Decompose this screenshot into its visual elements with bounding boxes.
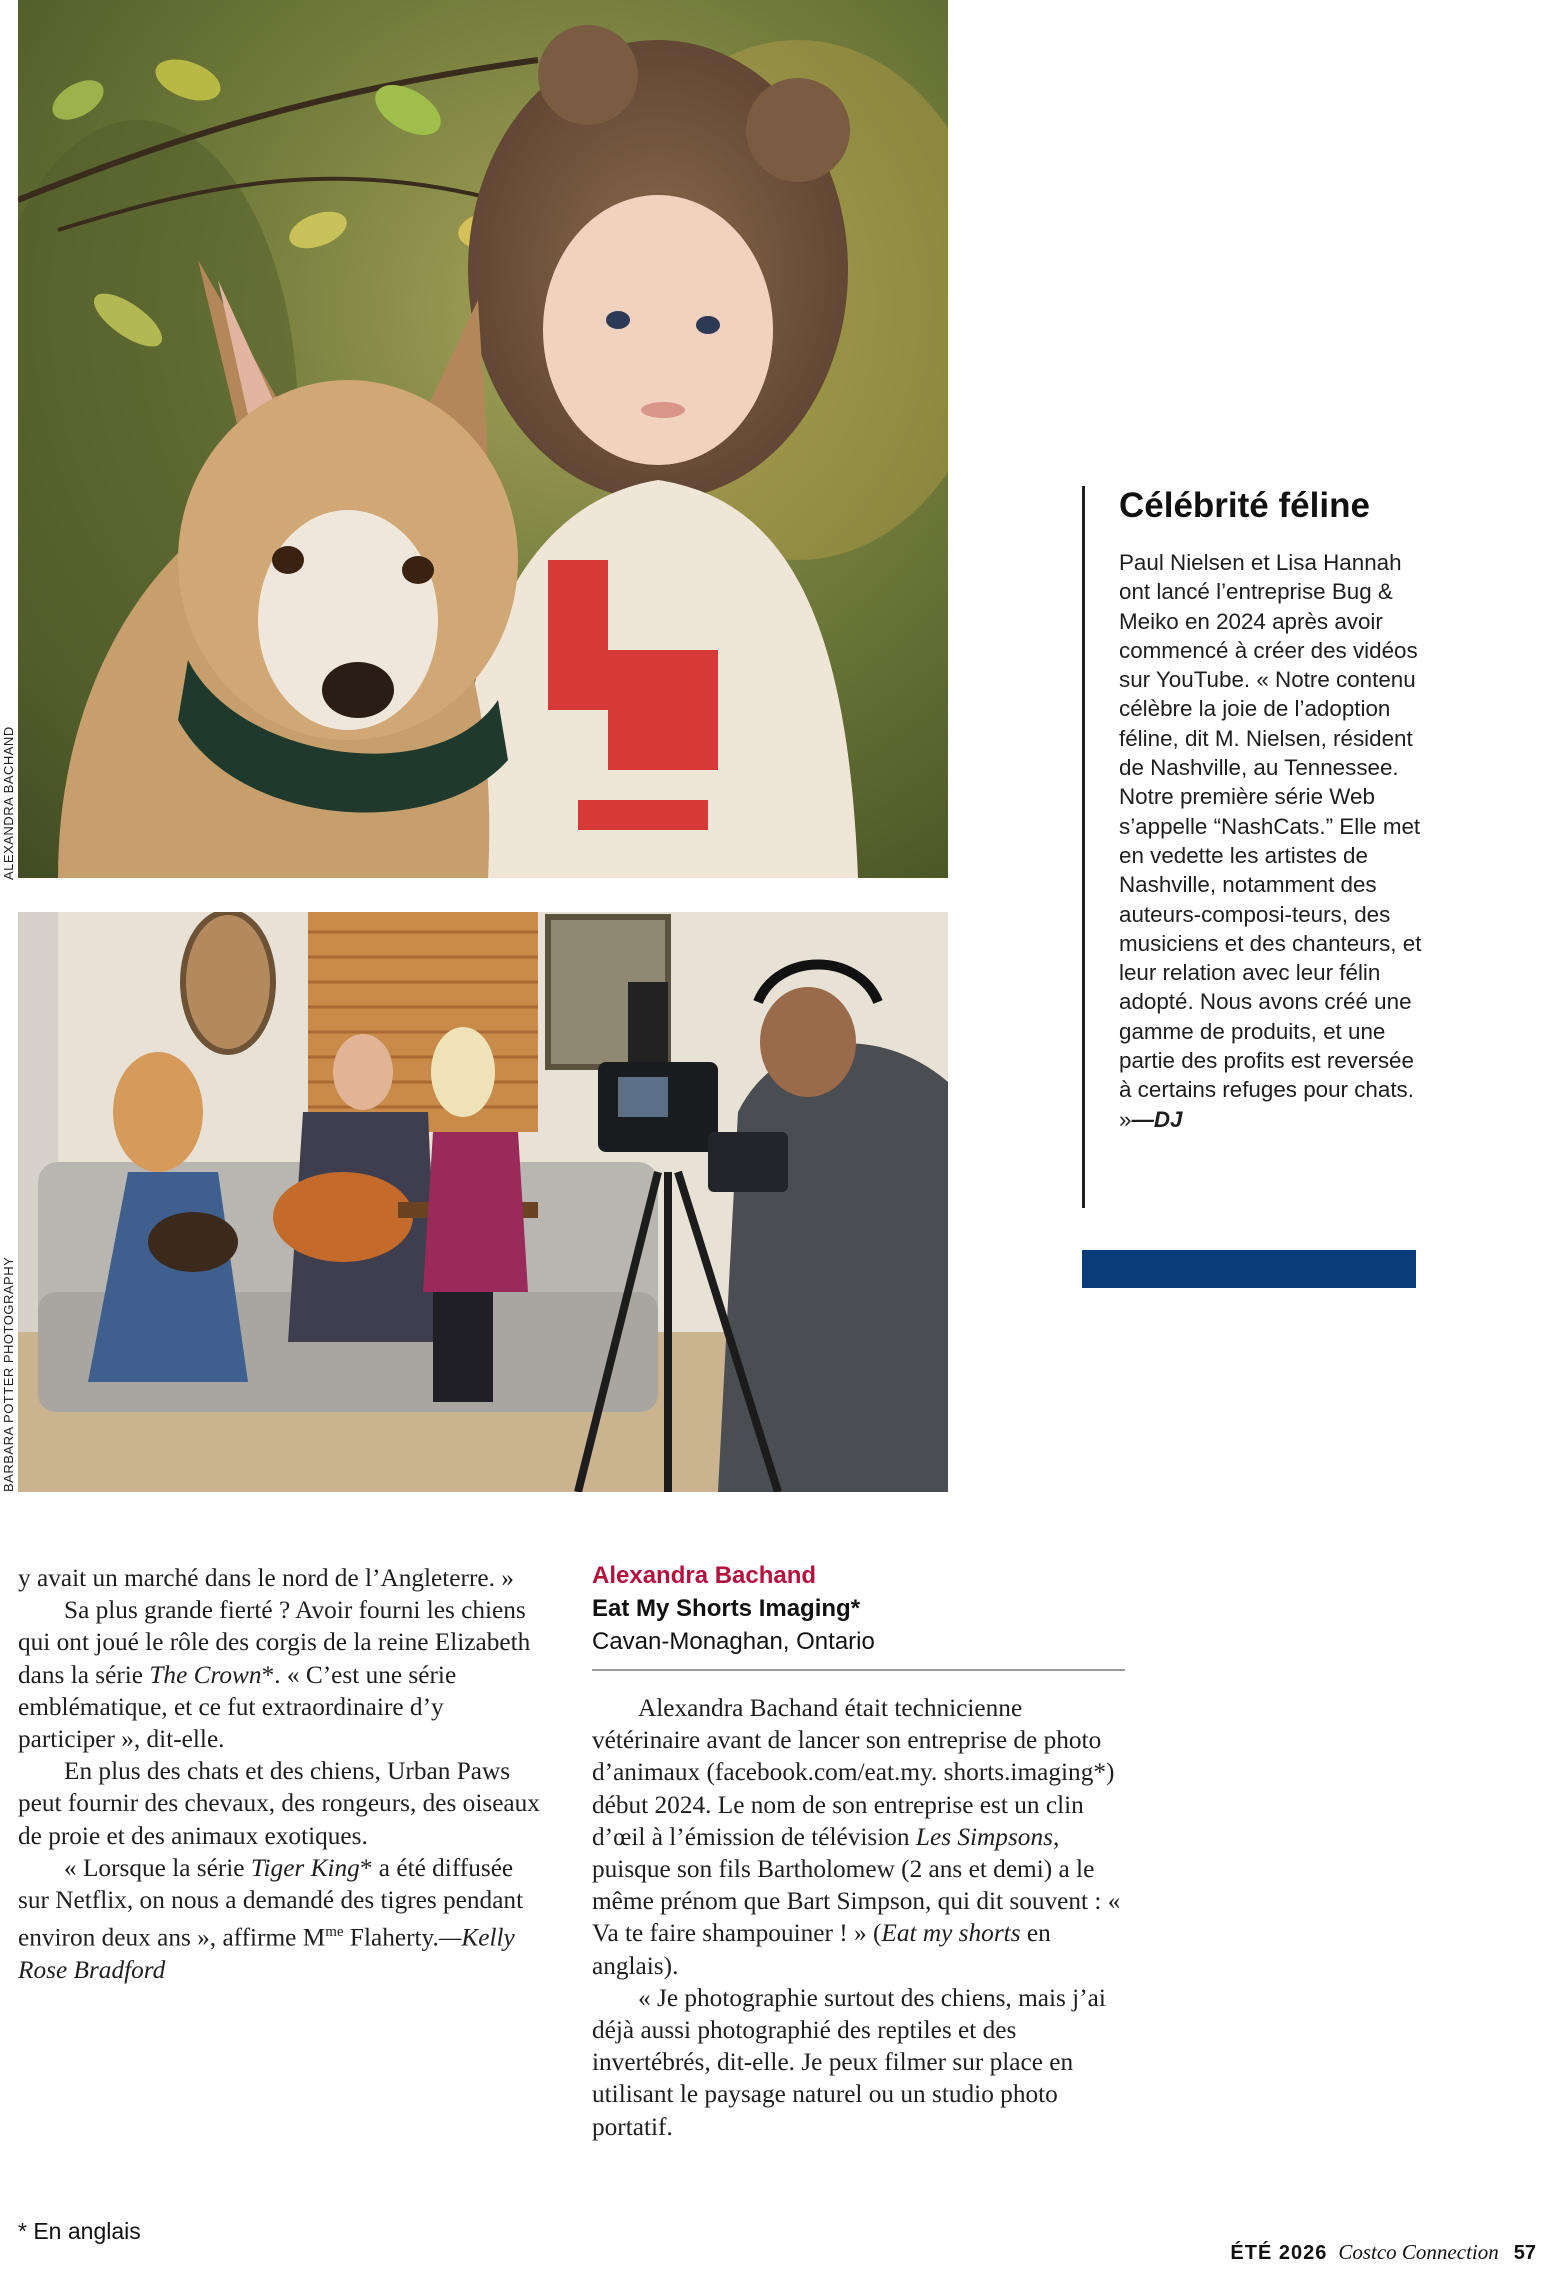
right-column	[592, 1692, 1128, 2143]
right-p1-text-b: , puisque son fils Bartholomew (2 ans et demi) a le même prénom que Bart Simpson, qui dit souvent : « Va te faire shampouiner ! » (	[592, 1822, 1121, 1948]
left-p4-signature: —Kelly Rose Bradford	[18, 1923, 515, 1984]
left-p4-title: Tiger King	[250, 1853, 360, 1882]
right-p1-italic: Eat my shorts	[881, 1919, 1021, 1948]
left-p2-text-a: Sa plus grande fierté ? Avoir fourni les chiens qui ont joué le rôle des corgis de la reine Elizabeth dans la série	[18, 1596, 531, 1689]
left-paragraph-2	[18, 1594, 543, 1755]
left-p4-text-b: * a été diffusée sur Netflix, on nous a demandé des tigres pendant environ deux ans », affirme M	[18, 1853, 524, 1952]
left-p4-superscript: me	[325, 1924, 344, 1941]
left-p4-text-c: Flaherty.	[343, 1923, 439, 1952]
footnote: * En anglais	[18, 2218, 141, 2244]
left-p2-text-b: *. « C’est une série emblématique, et ce fut extraordinaire d’y participer », dit-elle.	[18, 1660, 457, 1754]
page-number: 57	[1513, 2242, 1536, 2264]
sidebar-box	[1082, 486, 1422, 1208]
right-paragraph-1	[592, 1692, 1128, 1982]
left-p4-text-a: « Lorsque la série	[64, 1853, 251, 1882]
sidebar-title: Célébrité féline	[1119, 486, 1370, 525]
right-p1-text-c: en anglais).	[592, 1919, 1051, 1980]
left-paragraph-3: En plus des chats et des chiens, Urban Paws peut fournir des chevaux, des rongeurs, des oiseaux de proie et des animaux exotiques.	[18, 1757, 540, 1850]
page-folio	[1230, 2240, 1536, 2265]
dog-and-child-photo	[18, 0, 948, 878]
left-column	[18, 1562, 543, 1986]
photo-credit-top: ALEXANDRA BACHAND	[1, 726, 16, 880]
profile-name: Alexandra Bachand	[592, 1562, 817, 1589]
profile-company: Eat My Shorts Imaging*	[592, 1595, 861, 1622]
profile-location: Cavan-Monaghan, Ontario	[592, 1628, 875, 1655]
folio-magazine: Costco Connection	[1338, 2240, 1499, 2264]
profile-divider	[592, 1669, 1125, 1671]
left-p2-title: The Crown	[149, 1660, 262, 1689]
sidebar-signature: —DJ	[1131, 1106, 1183, 1132]
sidebar-body	[1119, 548, 1422, 1134]
left-paragraph-4	[18, 1852, 543, 1986]
right-p1-text-a: Alexandra Bachand était technicienne vétérinaire avant de lancer son entreprise de photo d’animaux (facebook.com/eat.my. shorts.imaging*) début 2024. Le nom de son entreprise est un clin d’œil à l’émission de télévision	[592, 1694, 1115, 1851]
right-p1-title: Les Simpsons	[915, 1822, 1053, 1851]
sidebar-color-bar	[1082, 1250, 1416, 1288]
left-paragraph-1: y avait un marché dans le nord de l’Angleterre. »	[18, 1564, 514, 1592]
sidebar-body-text: Paul Nielsen et Lisa Hannah ont lancé l’entreprise Bug & Meiko en 2024 après avoir commencé à créer des vidéos sur YouTube. « Notre contenu célèbre la joie de l’adoption féline, dit M. Nielsen, résident de Nashville, au Tennessee. Notre première série Web s’appelle “NashCats.” Elle met en vedette les artistes de Nashville, notamment des auteurs-composi-teurs, des musiciens et des chanteurs, et leur relation avec leur félin adopté. Nous avons créé une gamme de produits, et une partie des profits est reversée à certains refuges pour chats. »	[1119, 550, 1422, 1132]
family-filming-photo	[18, 912, 948, 1492]
right-paragraph-2: « Je photographie surtout des chiens, mais j’ai déjà aussi photographié des reptiles et des invertébrés, dit-elle. Je peux filmer sur place en utilisant le paysage naturel ou un studio photo portatif.	[592, 1983, 1106, 2141]
folio-season: ÉTÉ 2026	[1230, 2242, 1328, 2264]
photo-credit-bottom: BARBARA POTTER PHOTOGRAPHY	[1, 1256, 16, 1492]
